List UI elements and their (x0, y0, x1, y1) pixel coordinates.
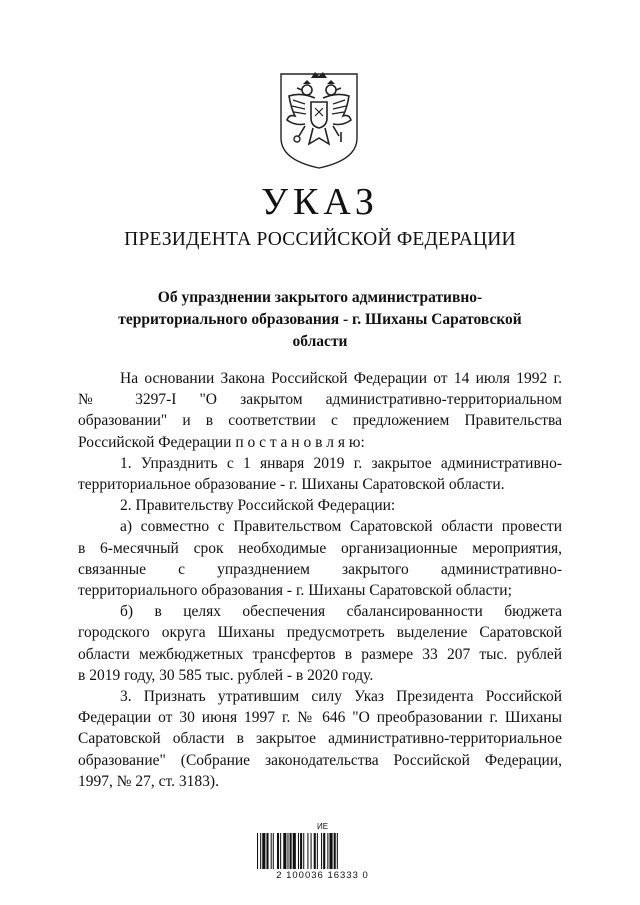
paragraph-item-2 (78, 495, 562, 516)
barcode-bar (271, 833, 272, 869)
body-line: 1997, № 27, ст. 3183). (78, 772, 219, 790)
document-heading (100, 287, 540, 353)
barcode-bar (273, 833, 274, 869)
barcode-bar (277, 833, 279, 869)
body-line: территориального образования - г. Шиханы Саратовской области; (78, 582, 512, 600)
barcode-bar (266, 833, 268, 869)
body-line: а) совместно с Правительством Саратовской области провести (120, 518, 562, 536)
barcode-bar (257, 833, 258, 869)
barcode-bar (287, 833, 288, 869)
body-line: 2. Правительству Российской Федерации: (120, 497, 396, 515)
body-line: связанные с упразднением закрытого административно- (78, 560, 562, 578)
barcode-bar (260, 833, 261, 869)
barcode-bar (300, 833, 302, 869)
body-line: области межбюджетных трансфертов в размере 33 207 тыс. рублей (78, 645, 562, 663)
paragraph-preamble (78, 368, 562, 453)
barcode-bar (307, 833, 308, 869)
heading-line: Об упразднении закрытого административно- (157, 289, 483, 306)
body-line: территориальное образование - г. Шиханы Саратовской области. (78, 476, 505, 494)
barcode-bar (337, 833, 338, 869)
body-line: Российской Федерации п о с т а н о в л я ю: (78, 433, 365, 451)
barcode-bars (255, 833, 390, 869)
barcode-bar (314, 833, 316, 869)
body-line: в 6-месячный срок необходимые организационные мероприятия, (78, 539, 562, 557)
barcode-bar (290, 833, 292, 869)
paragraph-item-1 (78, 453, 562, 495)
barcode-mark: ИЕ (316, 822, 329, 831)
barcode (255, 822, 390, 884)
body-line: образование" (Собрание законодательства Российской Федерации, (78, 751, 562, 769)
body-line: городского округа Шиханы предусмотреть выделение Саратовской (78, 624, 562, 642)
body-line: Федерации от 30 июня 1997 г. № 646 "О преобразовании г. Шиханы (78, 709, 562, 727)
barcode-bar (293, 833, 296, 869)
heading-line: области (292, 333, 348, 350)
barcode-number: 2 100036 16333 0 (276, 870, 369, 881)
barcode-bar (323, 833, 325, 869)
barcode-bar (283, 833, 286, 869)
barcode-bar (334, 833, 336, 869)
paragraph-item-2b (78, 601, 562, 686)
barcode-bar (327, 833, 328, 869)
barcode-bar (280, 833, 281, 869)
barcode-bar (329, 833, 332, 869)
barcode-bar (311, 833, 312, 869)
body-line: На основании Закона Российской Федерации от 14 июля 1992 г. (120, 370, 562, 387)
document-subtitle: ПРЕЗИДЕНТА РОССИЙСКОЙ ФЕДЕРАЦИИ (124, 229, 516, 250)
barcode-bar (321, 833, 322, 869)
paragraph-item-2a (78, 516, 562, 601)
paragraph-item-3 (78, 686, 562, 792)
body-line: образовании" и в соответствии с предложением Правительства (78, 412, 562, 430)
body-line: Саратовской области в закрытое административно-территориальное (78, 730, 562, 748)
document-body (78, 368, 562, 792)
document-title: УКАЗ (261, 181, 379, 223)
barcode-bar (317, 833, 318, 869)
barcode-bar (262, 833, 265, 869)
body-line: б) в целях обеспечения сбалансированности бюджета (120, 603, 562, 621)
body-line: 1. Упразднить с 1 января 2019 г. закрытое административно- (120, 454, 562, 472)
barcode-bar (298, 833, 299, 869)
body-line: в 2019 году, 30 585 тыс. рублей - в 2020 году. (78, 666, 374, 684)
body-line: 3. Признать утратившим силу Указ Президента Российской (120, 688, 562, 706)
barcode-bar (303, 833, 304, 869)
russian-coat-of-arms-icon (275, 68, 363, 170)
heading-line: территориального образования - г. Шиханы Саратовской (118, 311, 522, 328)
body-line: № 3297-I "О закрытом административно-территориальном (78, 391, 562, 409)
